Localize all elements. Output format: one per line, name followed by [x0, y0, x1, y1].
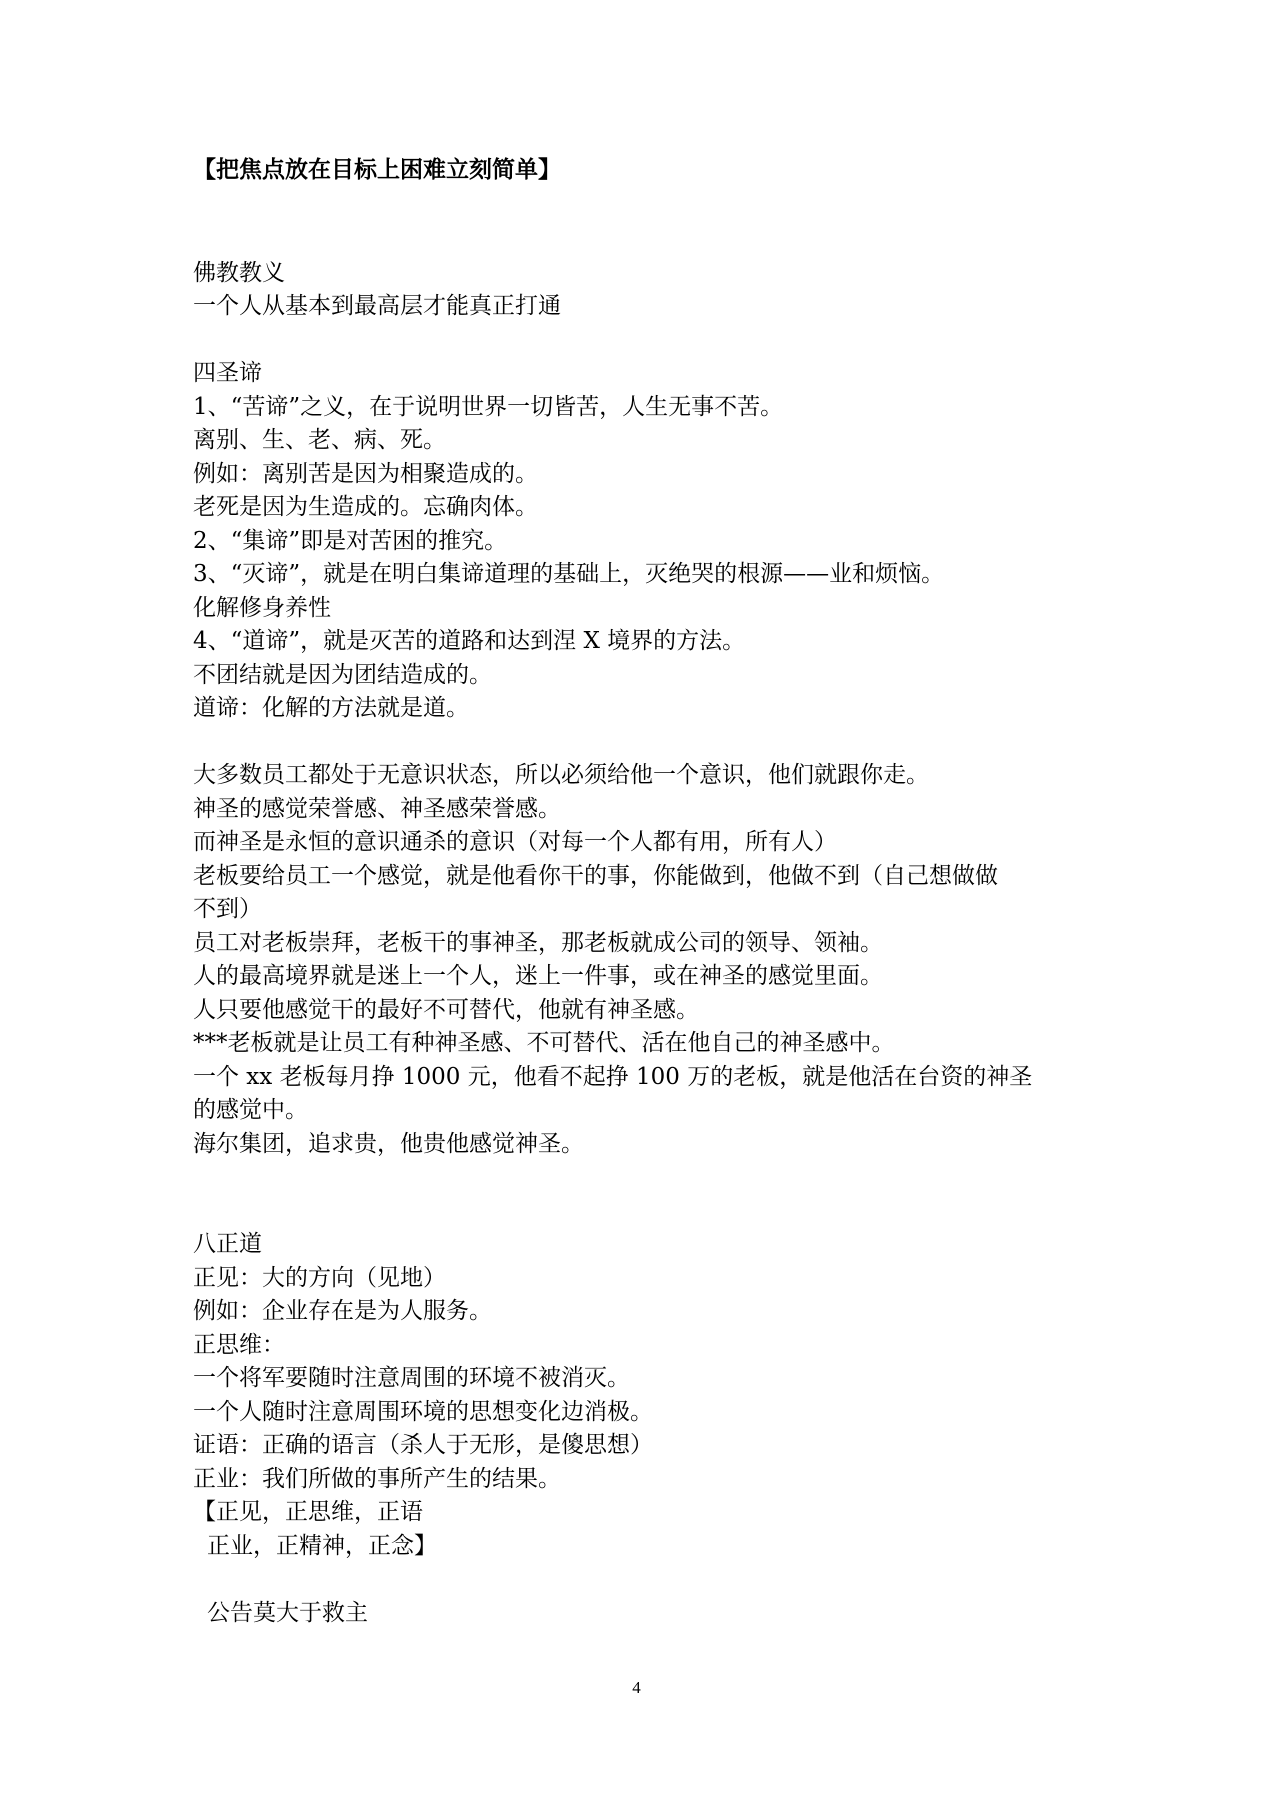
paragraph-line: 4、“道谛”，就是灭苦的道路和达到涅 X 境界的方法。 [193, 628, 746, 654]
paragraph-line: 不团结就是因为团结造成的。 [193, 661, 492, 688]
closing-line: 公告莫大于救主 [207, 1599, 368, 1626]
paragraph-line: 老死是因为生造成的。忘确肉体。 [193, 494, 538, 520]
section-heading-buddhism: 佛教教义 [193, 259, 285, 286]
spacer [193, 726, 1093, 760]
paragraph-line: 不到） [193, 896, 262, 922]
paragraph-line: 证语：正确的语言（杀人于无形，是傻思想） [193, 1432, 653, 1458]
paragraph-line: 而神圣是永恒的意识通杀的意识（对每一个人都有用，所有人） [193, 829, 837, 855]
paragraph-line-indented: 正业，正精神，正念】 [207, 1532, 437, 1559]
paragraph-line: ***老板就是让员工有种神圣感、不可替代、活在他自己的神圣感中。 [193, 1030, 895, 1056]
paragraph-line: 一个将军要随时注意周围的环境不被消灭。 [193, 1365, 630, 1391]
spacer [193, 187, 1093, 257]
paragraph-line: 一个人从基本到最高层才能真正打通 [193, 293, 561, 319]
paragraph-line: 一个 xx 老板每月挣 1000 元，他看不起挣 100 万的老板，就是他活在台资的神圣 [193, 1063, 1033, 1090]
paragraph-line: 正思维： [193, 1331, 285, 1358]
spacer [193, 1563, 1093, 1597]
paragraph-line: 大多数员工都处于无意识状态，所以必须给他一个意识，他们就跟你走。 [193, 762, 929, 788]
paragraph-line: 1、“苦谛”之义，在于说明世界一切皆苦，人生无事不苦。 [193, 393, 784, 420]
paragraph-line: 例如：企业存在是为人服务。 [193, 1298, 492, 1324]
page-number: 4 [632, 1678, 641, 1697]
page-content [193, 153, 1093, 1630]
paragraph-line: 正见：大的方向（见地） [193, 1264, 446, 1291]
paragraph-line: 化解修身养性 [193, 594, 331, 621]
paragraph-line: 一个人随时注意周围环境的思想变化边消极。 [193, 1398, 653, 1425]
paragraph-line: 例如：离别苦是因为相聚造成的。 [193, 460, 538, 487]
spacer [193, 324, 1093, 358]
paragraph-line: 人只要他感觉干的最好不可替代，他就有神圣感。 [193, 996, 699, 1023]
section-heading-eightfold-path: 八正道 [193, 1231, 262, 1257]
spacer [193, 1161, 1093, 1228]
paragraph-line: 2、“集谛”即是对苦困的推究。 [193, 527, 508, 554]
paragraph-line: 神圣的感觉荣誉感、神圣感荣誉感。 [193, 795, 561, 822]
paragraph-line: 正业：我们所做的事所产生的结果。 [193, 1465, 561, 1492]
document-title: 【把焦点放在目标上困难立刻简单】 [193, 156, 561, 183]
paragraph-line: 【正见，正思维，正语 [193, 1499, 423, 1525]
paragraph-line: 人的最高境界就是迷上一个人，迷上一件事，或在神圣的感觉里面。 [193, 963, 883, 989]
paragraph-line: 老板要给员工一个感觉，就是他看你干的事，你能做到，他做不到（自己想做做 [193, 862, 998, 889]
section-heading-four-truths: 四圣谛 [193, 360, 262, 386]
paragraph-line: 离别、生、老、病、死。 [193, 427, 446, 453]
paragraph-line: 道谛：化解的方法就是道。 [193, 695, 469, 721]
paragraph-line: 海尔集团，追求贵，他贵他感觉神圣。 [193, 1130, 584, 1157]
paragraph-line: 3、“灭谛”，就是在明白集谛道理的基础上，灭绝哭的根源——业和烦恼。 [193, 561, 945, 587]
paragraph-line: 员工对老板崇拜，老板干的事神圣，那老板就成公司的领导、领袖。 [193, 929, 883, 956]
paragraph-line: 的感觉中。 [193, 1097, 308, 1123]
